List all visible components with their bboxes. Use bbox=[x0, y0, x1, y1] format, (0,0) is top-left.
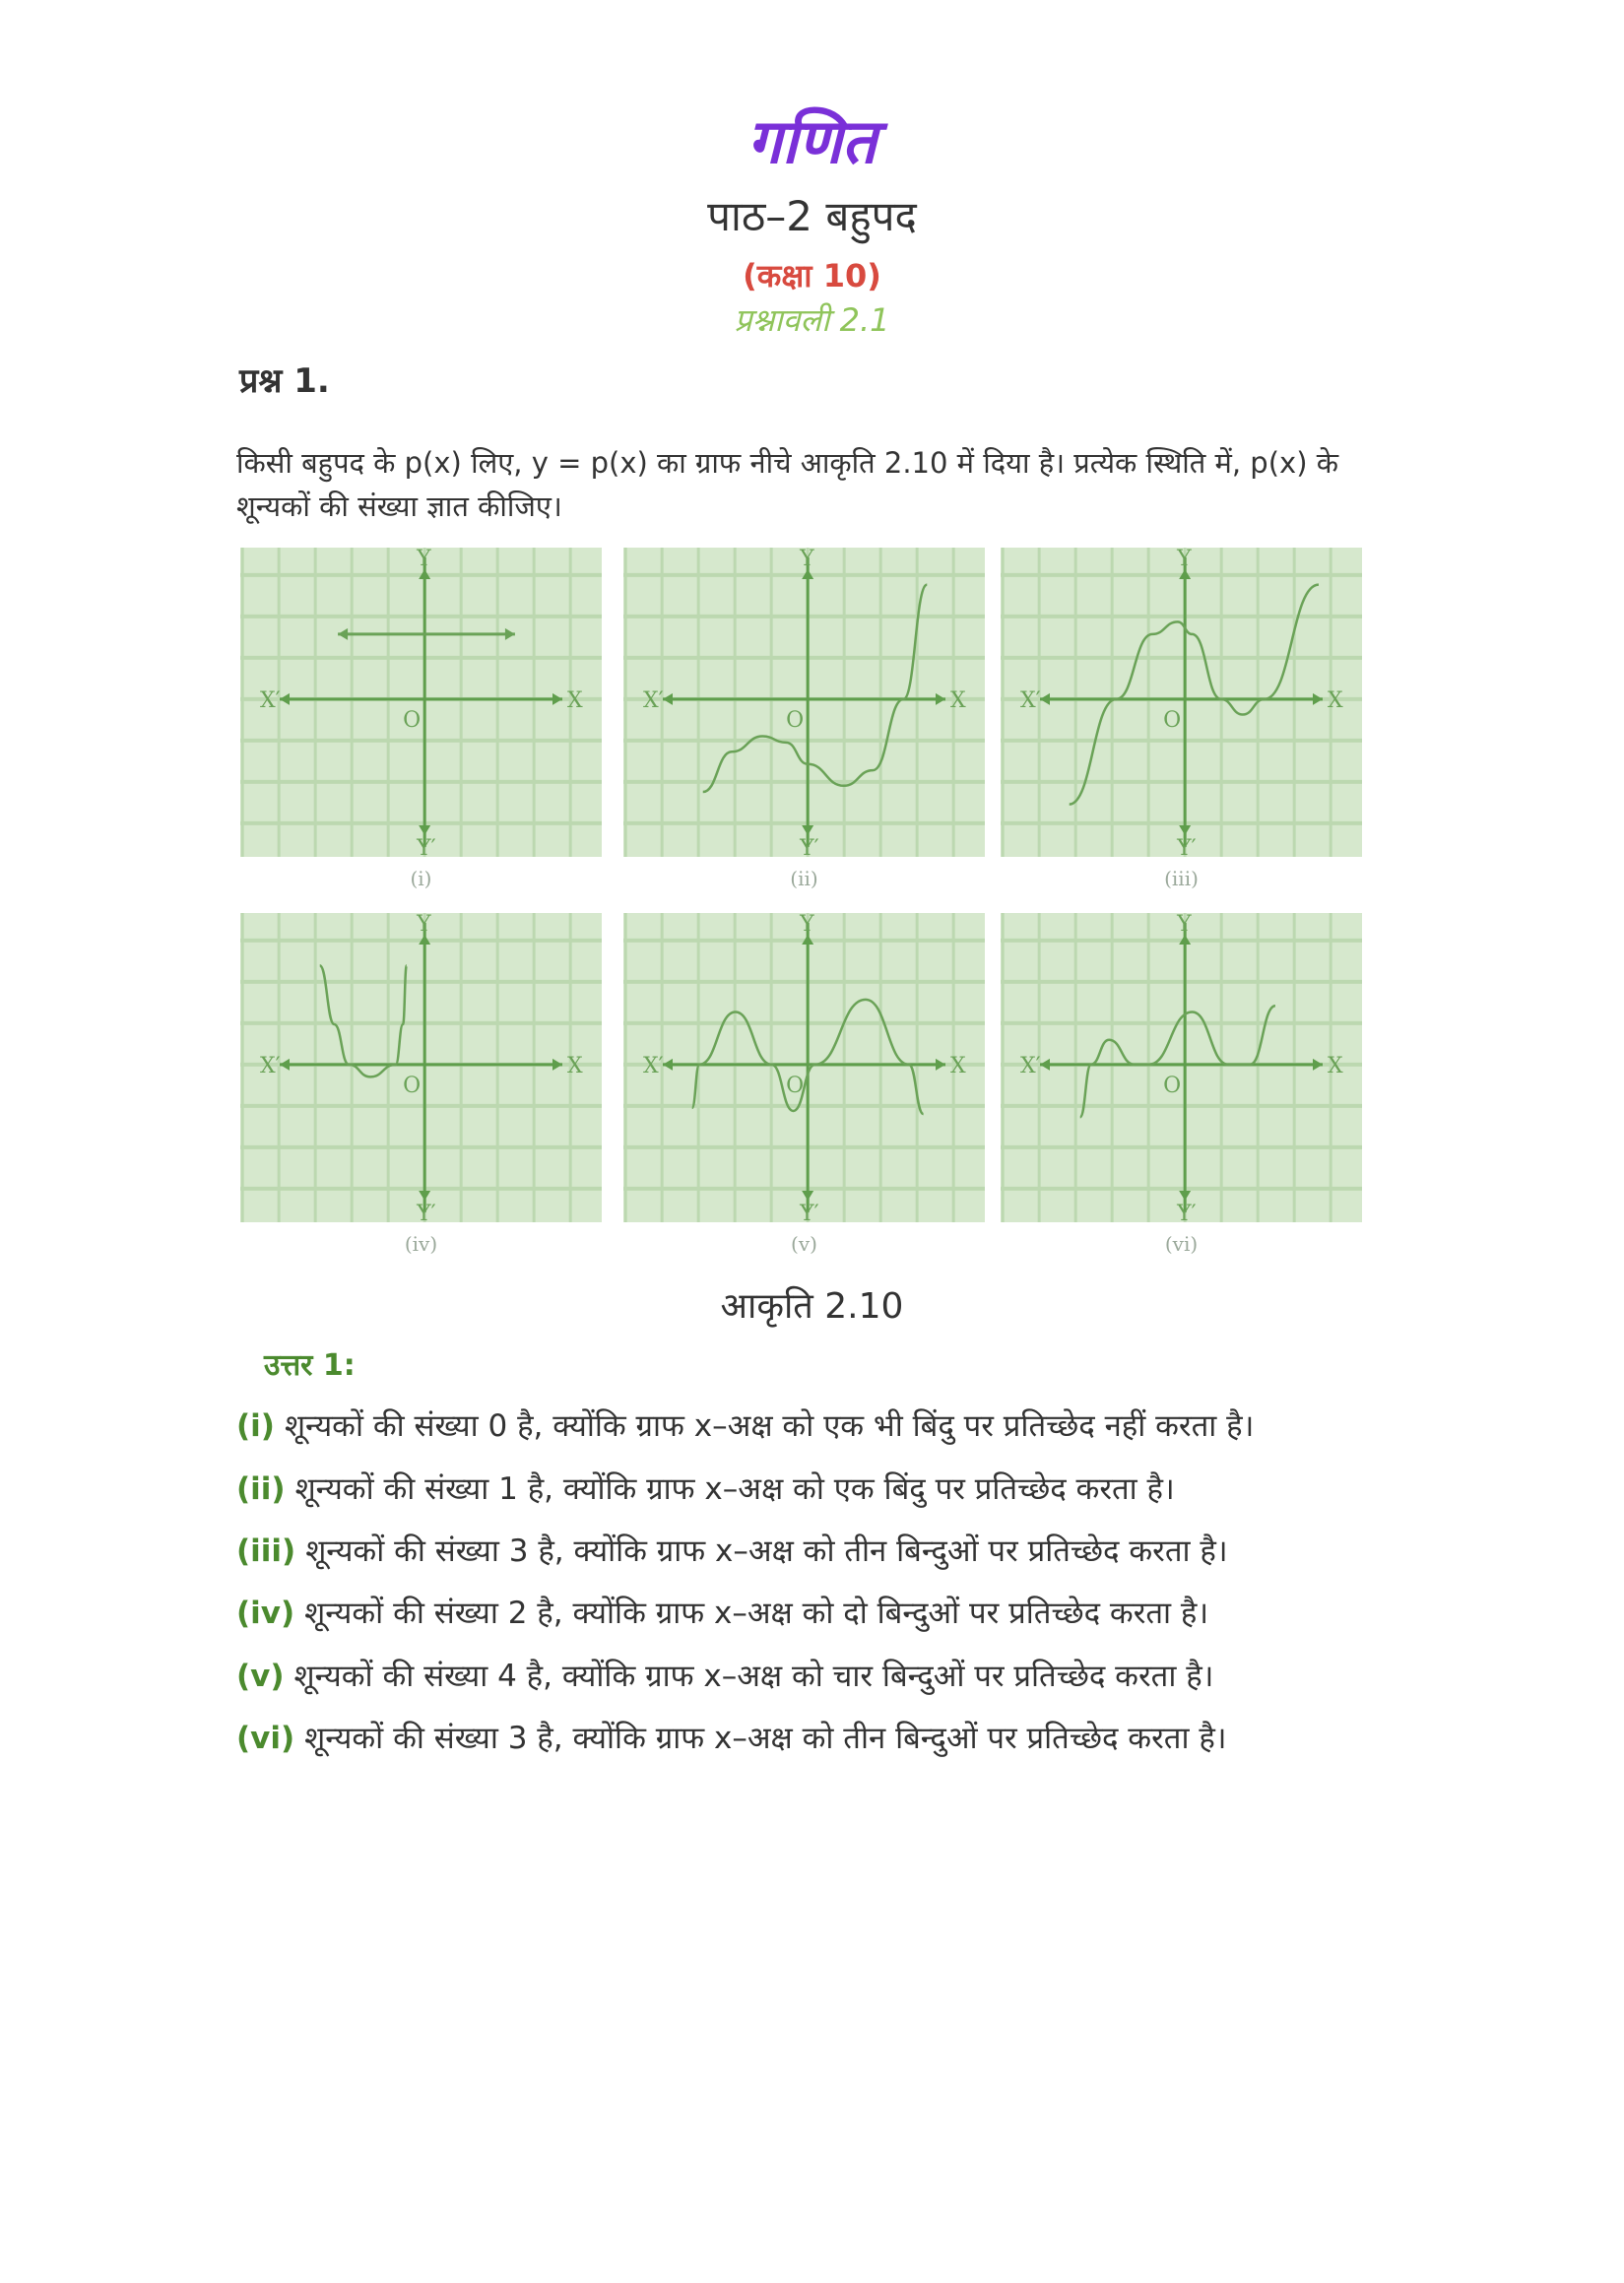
graph-label: (v) bbox=[791, 1232, 817, 1256]
graph-label: (iii) bbox=[1164, 867, 1199, 890]
question-heading: प्रश्न 1. bbox=[239, 361, 330, 401]
answer-number: (iii) bbox=[236, 1533, 296, 1569]
answer-text: शून्यकों की संख्या 3 है, क्योंकि ग्राफ x–अक्ष को तीन बिन्दुओं पर प्रतिच्छेद करता है। bbox=[305, 1533, 1228, 1569]
graph-label: (iv) bbox=[404, 1232, 438, 1256]
x-label: X bbox=[567, 687, 583, 713]
exercise-label: प्रश्नावली 2.1 bbox=[734, 301, 890, 339]
subject-title: गणित bbox=[747, 105, 877, 177]
x-axis bbox=[663, 1059, 945, 1071]
y-neg-label: Y′ bbox=[800, 1202, 819, 1222]
y-neg-label: Y′ bbox=[800, 836, 819, 857]
answer-item bbox=[236, 1592, 1208, 1633]
x-neg-label: X′ bbox=[1020, 687, 1041, 713]
answer-text: शून्यकों की संख्या 4 है, क्योंकि ग्राफ x–अक्ष को चार बिन्दुओं पर प्रतिच्छेद करता है। bbox=[293, 1659, 1214, 1694]
graph-1 bbox=[240, 548, 602, 857]
answer-text: शून्यकों की संख्या 2 है, क्योंकि ग्राफ x–अक्ष को दो बिन्दुओं पर प्रतिच्छेद करता है। bbox=[304, 1596, 1209, 1631]
figure-caption: आकृति 2.10 bbox=[720, 1286, 904, 1327]
answer-item bbox=[236, 1404, 1254, 1446]
graph-6 bbox=[1001, 913, 1362, 1222]
answer-number: (iv) bbox=[236, 1596, 295, 1631]
answer-heading: उत्तर 1: bbox=[264, 1348, 356, 1383]
answer-item bbox=[236, 1717, 1227, 1758]
y-axis bbox=[1179, 557, 1191, 847]
x-neg-label: X′ bbox=[1020, 1053, 1041, 1078]
answer-text: शून्यकों की संख्या 3 है, क्योंकि ग्राफ x–अक्ष को तीन बिन्दुओं पर प्रतिच्छेद करता है। bbox=[304, 1721, 1227, 1756]
y-label: Y bbox=[800, 913, 814, 937]
answer-number: (i) bbox=[236, 1408, 275, 1444]
x-label: X bbox=[1328, 1053, 1343, 1078]
x-label: X bbox=[950, 1053, 966, 1078]
y-neg-label: Y′ bbox=[417, 836, 436, 857]
x-label: X bbox=[950, 687, 966, 713]
graph-label: (vi) bbox=[1164, 1232, 1199, 1256]
graph-label: (ii) bbox=[790, 867, 818, 890]
y-neg-label: Y′ bbox=[1177, 836, 1197, 857]
x-axis bbox=[1040, 1059, 1323, 1071]
x-label: X bbox=[1328, 687, 1343, 713]
chapter-title: पाठ–2 बहुपद bbox=[707, 192, 917, 240]
x-label: X bbox=[567, 1053, 583, 1078]
y-label: Y bbox=[800, 548, 814, 571]
answer-item bbox=[236, 1655, 1213, 1696]
y-label: Y bbox=[417, 548, 431, 571]
answer-number: (ii) bbox=[236, 1471, 286, 1507]
x-neg-label: X′ bbox=[260, 687, 281, 713]
x-neg-label: X′ bbox=[643, 687, 664, 713]
y-axis bbox=[419, 923, 430, 1212]
origin-label: O bbox=[786, 1073, 805, 1098]
answer-text: शून्यकों की संख्या 0 है, क्योंकि ग्राफ x–अक्ष को एक भी बिंदु पर प्रतिच्छेद नहीं करता है। bbox=[284, 1408, 1255, 1444]
x-axis bbox=[1040, 693, 1323, 705]
x-axis bbox=[280, 1059, 562, 1071]
graph-5 bbox=[623, 913, 985, 1222]
y-axis bbox=[1179, 923, 1191, 1212]
y-label: Y bbox=[1177, 913, 1192, 937]
y-label: Y bbox=[1177, 548, 1192, 571]
y-axis bbox=[419, 557, 430, 847]
answer-text: शून्यकों की संख्या 1 है, क्योंकि ग्राफ x–अक्ष को एक बिंदु पर प्रतिच्छेद करता है। bbox=[294, 1471, 1175, 1507]
graph-4 bbox=[240, 913, 602, 1222]
class-label: (कक्षा 10) bbox=[743, 257, 881, 294]
x-axis bbox=[280, 693, 562, 705]
origin-label: O bbox=[403, 707, 422, 733]
constant-line bbox=[338, 628, 515, 640]
y-label: Y bbox=[417, 913, 431, 937]
answer-item bbox=[236, 1468, 1175, 1509]
x-neg-label: X′ bbox=[643, 1053, 664, 1078]
origin-label: O bbox=[1163, 707, 1182, 733]
origin-label: O bbox=[1163, 1073, 1182, 1098]
answer-number: (v) bbox=[236, 1659, 285, 1694]
x-neg-label: X′ bbox=[260, 1053, 281, 1078]
graph-2 bbox=[623, 548, 985, 857]
question-text: किसी बहुपद के p(x) लिए, y = p(x) का ग्राफ नीचे आकृति 2.10 में दिया है। प्रत्येक स्थिति में, p(x) के शून्यकों की संख्या ज्ञात कीजिए। bbox=[236, 446, 1338, 523]
y-neg-label: Y′ bbox=[1177, 1202, 1197, 1222]
answer-number: (vi) bbox=[236, 1721, 295, 1756]
origin-label: O bbox=[403, 1073, 422, 1098]
graph-label: (i) bbox=[410, 867, 432, 890]
origin-label: O bbox=[786, 707, 805, 733]
y-axis bbox=[802, 557, 813, 847]
graph-3 bbox=[1001, 548, 1362, 857]
answer-item bbox=[236, 1530, 1228, 1571]
y-neg-label: Y′ bbox=[417, 1202, 436, 1222]
